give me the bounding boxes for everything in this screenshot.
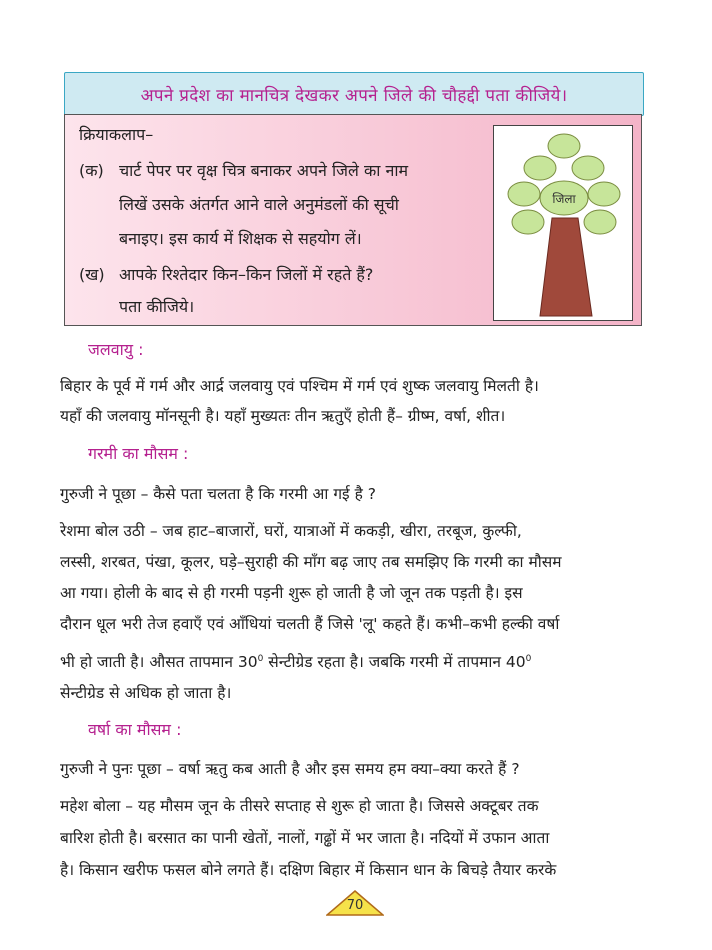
- tree-leaf: [548, 134, 580, 158]
- rainy-line-2: बारिश होती है। बरसात का पानी खेतों, नालों, गढ्ढों में भर जाता है। नदियों में उफान आता: [60, 829, 550, 847]
- activity-title-box: [64, 72, 644, 116]
- degree-mark: 0: [257, 653, 264, 664]
- activity-item-marker-a: (क): [79, 161, 104, 180]
- summer-heading: गरमी का मौसम :: [88, 444, 189, 463]
- temp-text-a: भी हो जाती है। औसत तापमान 30: [60, 653, 258, 671]
- activity-item-b-line-2: पता कीजिये।: [119, 297, 195, 316]
- tree-leaf: [584, 210, 616, 234]
- rainy-line-3: है। किसान खरीफ फसल बोने लगते हैं। दक्षिण बिहार में किसान धान के बिचड़े तैयार करके: [60, 861, 557, 879]
- tree-illustration-frame: [493, 125, 633, 321]
- degree-mark: 0: [525, 653, 532, 664]
- summer-last-line: सेन्टीग्रेड से अधिक हो जाता है।: [60, 684, 232, 702]
- activity-item-a-line-1: चार्ट पेपर पर वृक्ष चित्र बनाकर अपने जिले का नाम: [119, 161, 409, 180]
- tree-diagram: [494, 126, 632, 320]
- rainy-question: गुरुजी ने पुनः पूछा – वर्षा ऋतु कब आती है और इस समय हम क्या–क्या करते हैं ?: [60, 760, 520, 778]
- activity-item-a-line-2: लिखें उसके अंतर्गत आने वाले अनुमंडलों की सूची: [119, 195, 399, 214]
- page-number-badge: [326, 890, 384, 916]
- tree-leaf: [572, 156, 604, 180]
- climate-line-1: बिहार के पूर्व में गर्म और आर्द्र जलवायु एवं पश्चिम में गर्म एवं शुष्क जलवायु मिलती है।: [60, 377, 539, 395]
- activity-item-a-line-3: बनाइए। इस कार्य में शिक्षक से सहयोग लें।: [119, 229, 362, 248]
- summer-question: गुरुजी ने पूछा – कैसे पता चलता है कि गरमी आ गई है ?: [60, 485, 376, 503]
- summer-line-2: लस्सी, शरबत, पंखा, कूलर, घड़े–सुराही की माँग बढ़ जाए तब समझिए कि गरमी का मौसम: [60, 553, 562, 571]
- activity-box: [64, 114, 642, 326]
- tree-leaf: [508, 182, 540, 206]
- summer-line-1: रेशमा बोल उठी – जब हाट–बाजारों, घरों, यात्राओं में ककड़ी, खीरा, तरबूज, कुल्फी,: [60, 522, 522, 540]
- summer-line-3: आ गया। होली के बाद से ही गरमी पड़नी शुरू हो जाती है जो जून तक पड़ती है। इस: [60, 584, 523, 602]
- rainy-line-1: महेश बोला – यह मौसम जून के तीसरे सप्ताह से शुरू हो जाता है। जिससे अक्टूबर तक: [60, 797, 539, 815]
- climate-line-2: यहाँ की जलवायु मॉनसूनी है। यहाँ मुख्यतः तीन ऋतुएँ होती हैं– ग्रीष्म, वर्षा, शीत।: [60, 407, 506, 425]
- page-number: 70: [346, 898, 364, 913]
- rainy-heading: वर्षा का मौसम :: [88, 720, 182, 739]
- climate-heading: जलवायु :: [88, 340, 144, 359]
- tree-trunk: [540, 218, 592, 316]
- activity-item-marker-b: (ख): [79, 265, 105, 284]
- tree-leaf: [512, 210, 544, 234]
- tree-leaf: [524, 156, 556, 180]
- temp-text-b: सेन्टीग्रेड रहता है। जबकि गरमी में तापमान 40: [263, 653, 526, 671]
- tree-label: जिला: [552, 192, 576, 206]
- activity-title: अपने प्रदेश का मानचित्र देखकर अपने जिले की चौहद्दी पता कीजिये।: [140, 85, 568, 106]
- summer-temp-line: [60, 650, 531, 672]
- summer-line-4: दौरान धूल भरी तेज हवाएँ एवं आँधियां चलती हैं जिसे 'लू' कहते हैं। कभी–कभी हल्की वर्षा: [60, 615, 560, 633]
- activity-item-b-line-1: आपके रिश्तेदार किन–किन जिलों में रहते हैं?: [119, 265, 374, 284]
- tree-leaf: [588, 182, 620, 206]
- activity-heading: क्रियाकलाप–: [79, 125, 154, 144]
